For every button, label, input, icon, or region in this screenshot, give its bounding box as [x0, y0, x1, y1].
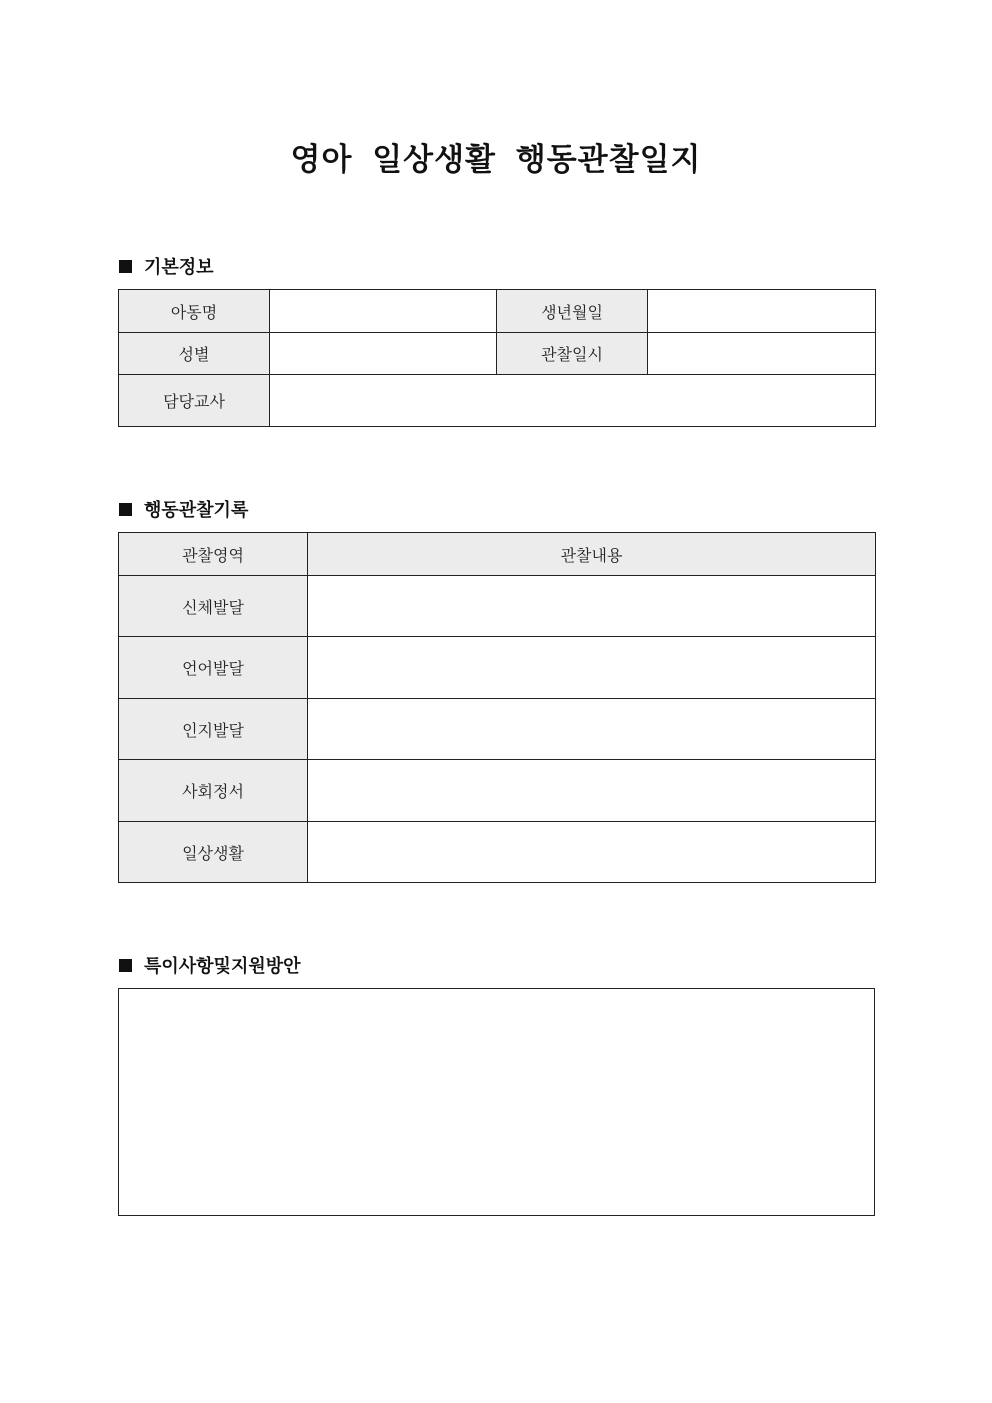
table-row	[119, 760, 876, 822]
observation-record-heading	[119, 496, 248, 522]
table-row	[119, 290, 876, 333]
basic-info-heading	[119, 253, 214, 279]
table-row	[119, 576, 876, 637]
notes-field[interactable]	[118, 988, 875, 1216]
area-label-language: 언어발달	[119, 637, 308, 699]
black-square-icon	[119, 959, 132, 972]
observation-datetime-label: 관찰일시	[497, 333, 648, 375]
area-label-social-emotional: 사회정서	[119, 760, 308, 822]
table-row	[119, 375, 876, 427]
content-field-daily-life[interactable]	[308, 822, 876, 883]
table-row	[119, 822, 876, 883]
area-label-cognitive: 인지발달	[119, 699, 308, 760]
observation-record-table	[118, 532, 876, 883]
black-square-icon	[119, 260, 132, 273]
gender-field[interactable]	[270, 333, 497, 375]
teacher-field[interactable]	[270, 375, 876, 427]
teacher-label: 담당교사	[119, 375, 270, 427]
notes-heading-text: 특이사항및지원방안	[144, 956, 301, 977]
basic-info-table	[118, 289, 876, 427]
column-header-area: 관찰영역	[119, 533, 308, 576]
content-field-social-emotional[interactable]	[308, 760, 876, 822]
birth-date-label: 생년월일	[497, 290, 648, 333]
area-label-physical: 신체발달	[119, 576, 308, 637]
table-header-row	[119, 533, 876, 576]
content-field-physical[interactable]	[308, 576, 876, 637]
black-square-icon	[119, 503, 132, 516]
area-label-daily-life: 일상생활	[119, 822, 308, 883]
notes-heading	[119, 952, 301, 978]
child-name-label: 아동명	[119, 290, 270, 333]
table-row	[119, 699, 876, 760]
birth-date-field[interactable]	[648, 290, 876, 333]
content-field-language[interactable]	[308, 637, 876, 699]
content-field-cognitive[interactable]	[308, 699, 876, 760]
document-title: 영아 일상생활 행동관찰일지	[290, 142, 702, 178]
gender-label: 성별	[119, 333, 270, 375]
table-row	[119, 333, 876, 375]
child-name-field[interactable]	[270, 290, 497, 333]
observation-record-heading-text: 행동관찰기록	[144, 500, 249, 521]
basic-info-heading-text: 기본정보	[144, 257, 214, 278]
table-row	[119, 637, 876, 699]
observation-datetime-field[interactable]	[648, 333, 876, 375]
column-header-content: 관찰내용	[308, 533, 876, 576]
